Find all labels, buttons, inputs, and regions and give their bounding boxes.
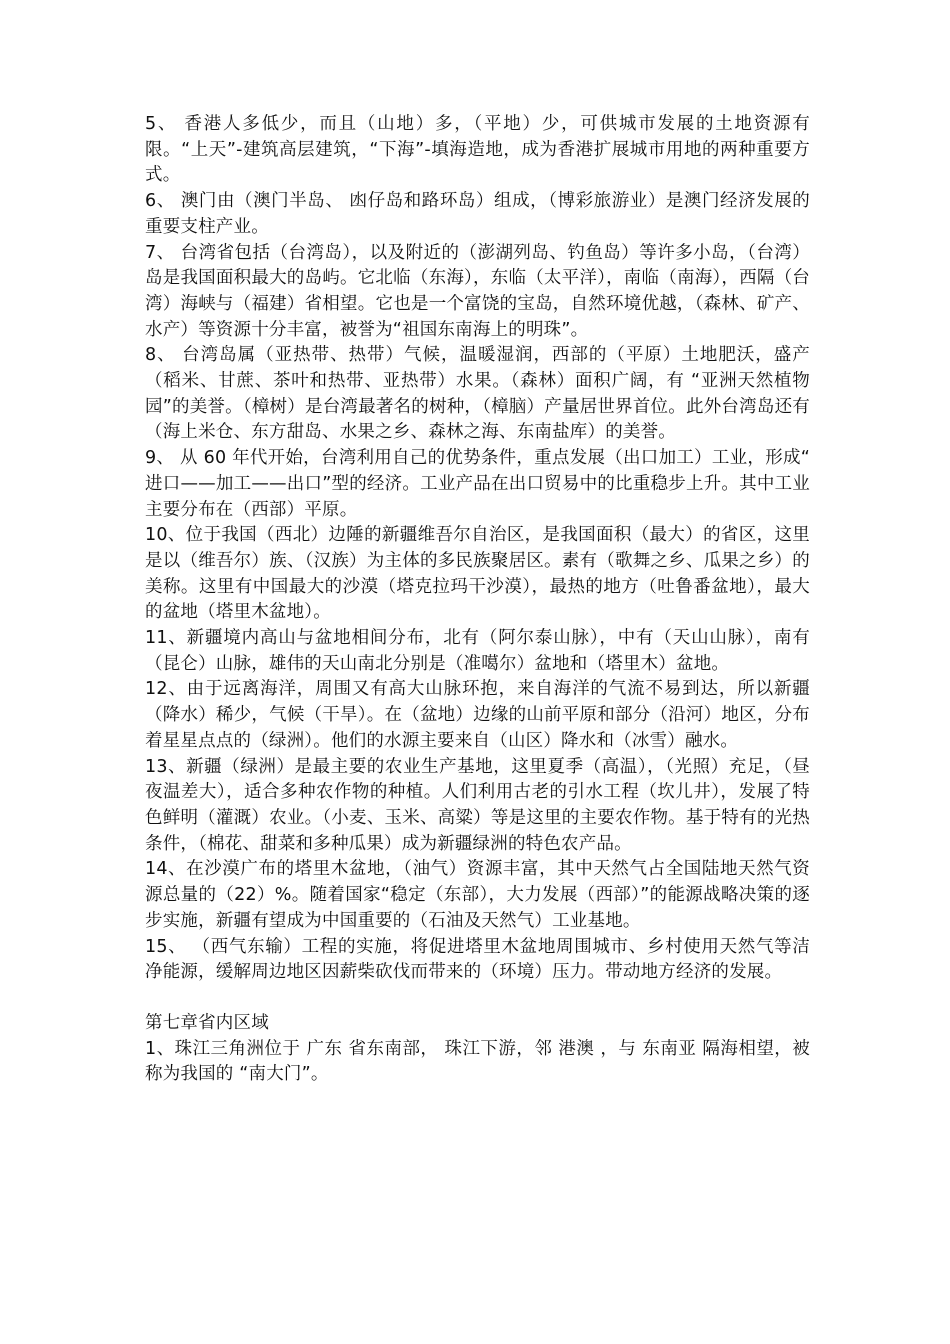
chapter-title: 第七章省内区域	[145, 1012, 269, 1033]
list-item: 14、在沙漠广布的塔里木盆地，（油气）资源丰富，其中天然气占全国陆地天然气资源总量的（22）%。随着国家“稳定（东部），大力发展（西部）”的能源战略决策的逐步实施，新疆有望成为中国重要的（石油及天然气）工业基地。	[145, 859, 810, 931]
list-item: 13、新疆（绿洲）是最主要的农业生产基地，这里夏季（高温），（光照）充足，（昼夜温差大），适合多种农作物的种植。人们利用古老的引水工程（坎儿井），发展了特色鲜明（灌溉）农业。（小麦、玉米、高粱）等是这里的主要农作物。基于特有的光热条件，（棉花、甜菜和多种瓜果）成为新疆绿洲的特色农产品。	[145, 756, 810, 854]
section-gap	[145, 986, 810, 1011]
list-item: 5、 香港人多低少，而且（山地）多，（平地）少，可供城市发展的土地资源有限。“上天”-建筑高层建筑，“下海”-填海造地，成为香港扩展城市用地的两种重要方式。	[145, 114, 810, 186]
list-item: 8、 台湾岛属（亚热带、热带）气候，温暖湿润，西部的（平原）土地肥沃，盛产（稻米、甘蔗、茶叶和热带、亚热带）水果。（森林）面积广阔，有 “亚洲天然植物园”的美誉。（樟树）是台湾最著名的树种，（樟脑）产量居世界首位。此外台湾岛还有（海上米仓、东方甜岛、水果之乡、森林之海、东南盐库）的美誉。	[145, 345, 810, 443]
list-item: 7、 台湾省包括（台湾岛），以及附近的（澎湖列岛、钓鱼岛）等许多小岛，（台湾）岛是我国面积最大的岛屿。它北临（东海），东临（太平洋），南临（南海），西隔（台湾）海峡与（福建）省相望。它也是一个富饶的宝岛，自然环境优越，（森林、矿产、水产）等资源十分丰富，被誉为“祖国东南海上的明珠”。	[145, 242, 810, 340]
list-item: 10、位于我国（西北）边陲的新疆维吾尔自治区，是我国面积（最大）的省区，这里是以（维吾尔）族、（汉族）为主体的多民族聚居区。素有（歌舞之乡、瓜果之乡）的美称。这里有中国最大的沙漠（塔克拉玛干沙漠），最热的地方（吐鲁番盆地），最大的盆地（塔里木盆地）。	[145, 525, 810, 623]
list-item: 9、 从 60 年代开始，台湾利用自己的优势条件，重点发展（出口加工）工业，形成“ 进口——加工——出口”型的经济。工业产品在出口贸易中的比重稳步上升。其中工业主要分布在（西部）平原。	[145, 448, 810, 520]
document-page	[145, 112, 810, 1088]
list-item: 15、 （西气东输）工程的实施，将促进塔里木盆地周围城市、乡村使用天然气等洁净能源，缓解周边地区因薪柴砍伐而带来的（环境）压力。带动地方经济的发展。	[145, 936, 810, 983]
list-item: 11、新疆境内高山与盆地相间分布，北有（阿尔泰山脉），中有（天山山脉），南有（昆仑）山脉，雄伟的天山南北分别是（准噶尔）盆地和（塔里木）盆地。	[145, 628, 810, 674]
list-item: 1、珠江三角洲位于 广东 省东南部， 珠江下游，邻 港澳 ，与 东南亚 隔海相望，被称为我国的 “南大门”。	[145, 1038, 810, 1085]
list-item: 6、 澳门由（澳门半岛、 凼仔岛和路环岛）组成，（博彩旅游业）是澳门经济发展的重要支柱产业。	[145, 191, 810, 237]
list-item: 12、由于远离海洋，周围又有高大山脉环抱，来自海洋的气流不易到达，所以新疆（降水）稀少，气候（干旱）。在（盆地）边缘的山前平原和部分（沿河）地区，分布着星星点点的（绿洲）。他们的水源主要来自（山区）降水和（冰雪）融水。	[145, 679, 810, 751]
